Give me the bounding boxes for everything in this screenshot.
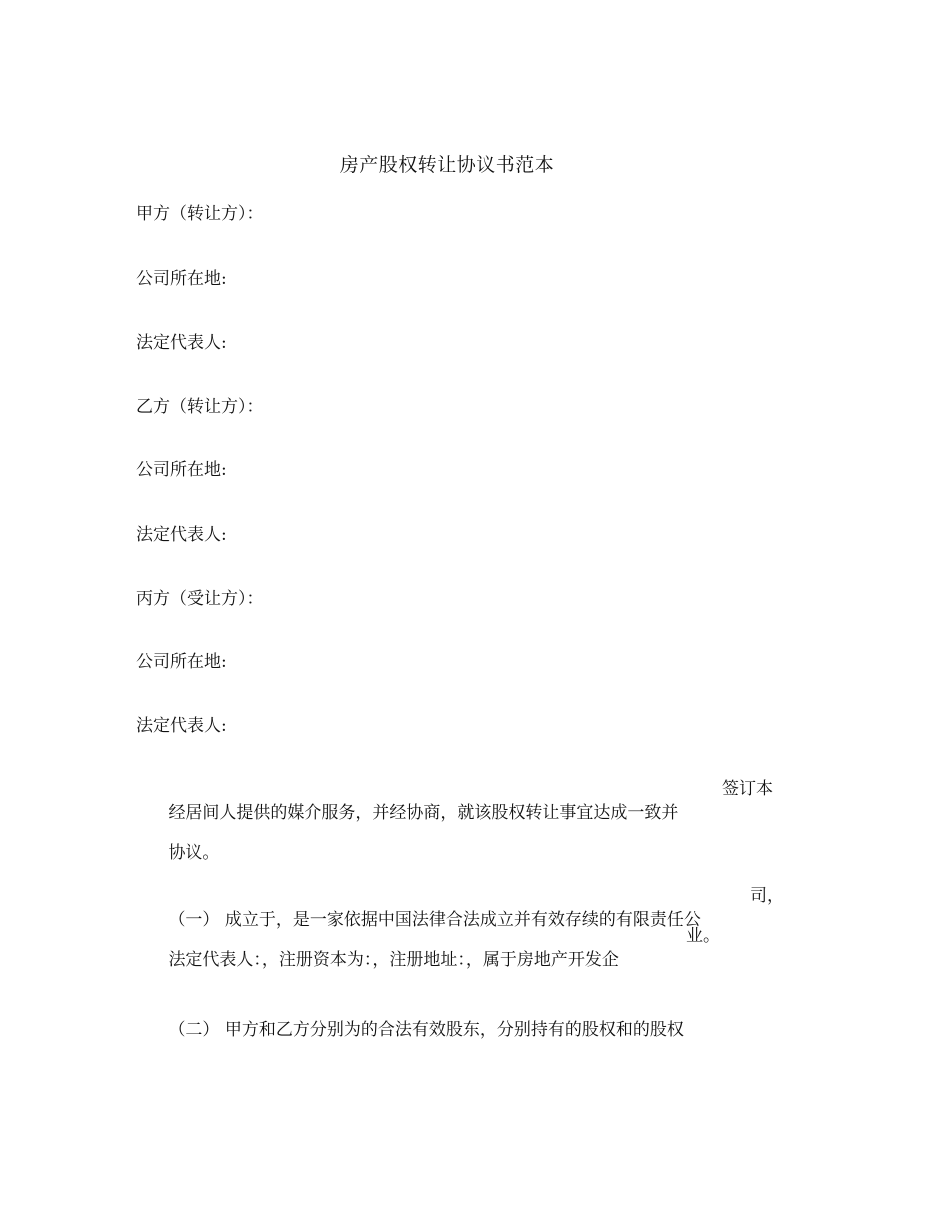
preamble-paragraph xyxy=(136,777,776,863)
clause-1-line-1-end: 司， xyxy=(750,886,784,906)
clause-2-line-1: （二） 甲方和乙方分别为的合法有效股东，分别持有的股权和的股权 xyxy=(168,1020,684,1040)
party-b-heading: 乙方（转让方）： xyxy=(136,397,264,417)
party-a-representative-label: 法定代表人: xyxy=(136,333,227,353)
document-title: 房产股权转让协议书范本 xyxy=(339,154,555,176)
party-a-address-label: 公司所在地: xyxy=(136,269,227,289)
party-c-representative-label: 法定代表人: xyxy=(136,716,227,736)
clause-1-line-2: 法定代表人：，注册资本为：，注册地址：，属于房地产开发企 xyxy=(168,950,619,970)
clause-2-paragraph xyxy=(136,994,776,1040)
party-a-heading: 甲方（转让方）： xyxy=(136,204,264,224)
party-b-address-label: 公司所在地: xyxy=(136,460,227,480)
party-b-representative-label: 法定代表人: xyxy=(136,525,227,545)
party-c-heading: 丙方（受让方）： xyxy=(136,589,264,609)
preamble-line-2: 协议。 xyxy=(168,843,220,863)
party-c-address-label: 公司所在地: xyxy=(136,652,227,672)
preamble-line-1: 经居间人提供的媒介服务，并经协商，就该股权转让事宜达成一致并 xyxy=(168,803,679,823)
clause-1-line-1: （一） 成立于，是一家依据中国法律合法成立并有效存续的有限责任公 xyxy=(168,910,701,930)
preamble-line-1-end: 签订本 xyxy=(722,779,773,799)
clause-1-paragraph xyxy=(136,884,784,970)
clause-1-line-2-end: 业。 xyxy=(686,926,720,946)
